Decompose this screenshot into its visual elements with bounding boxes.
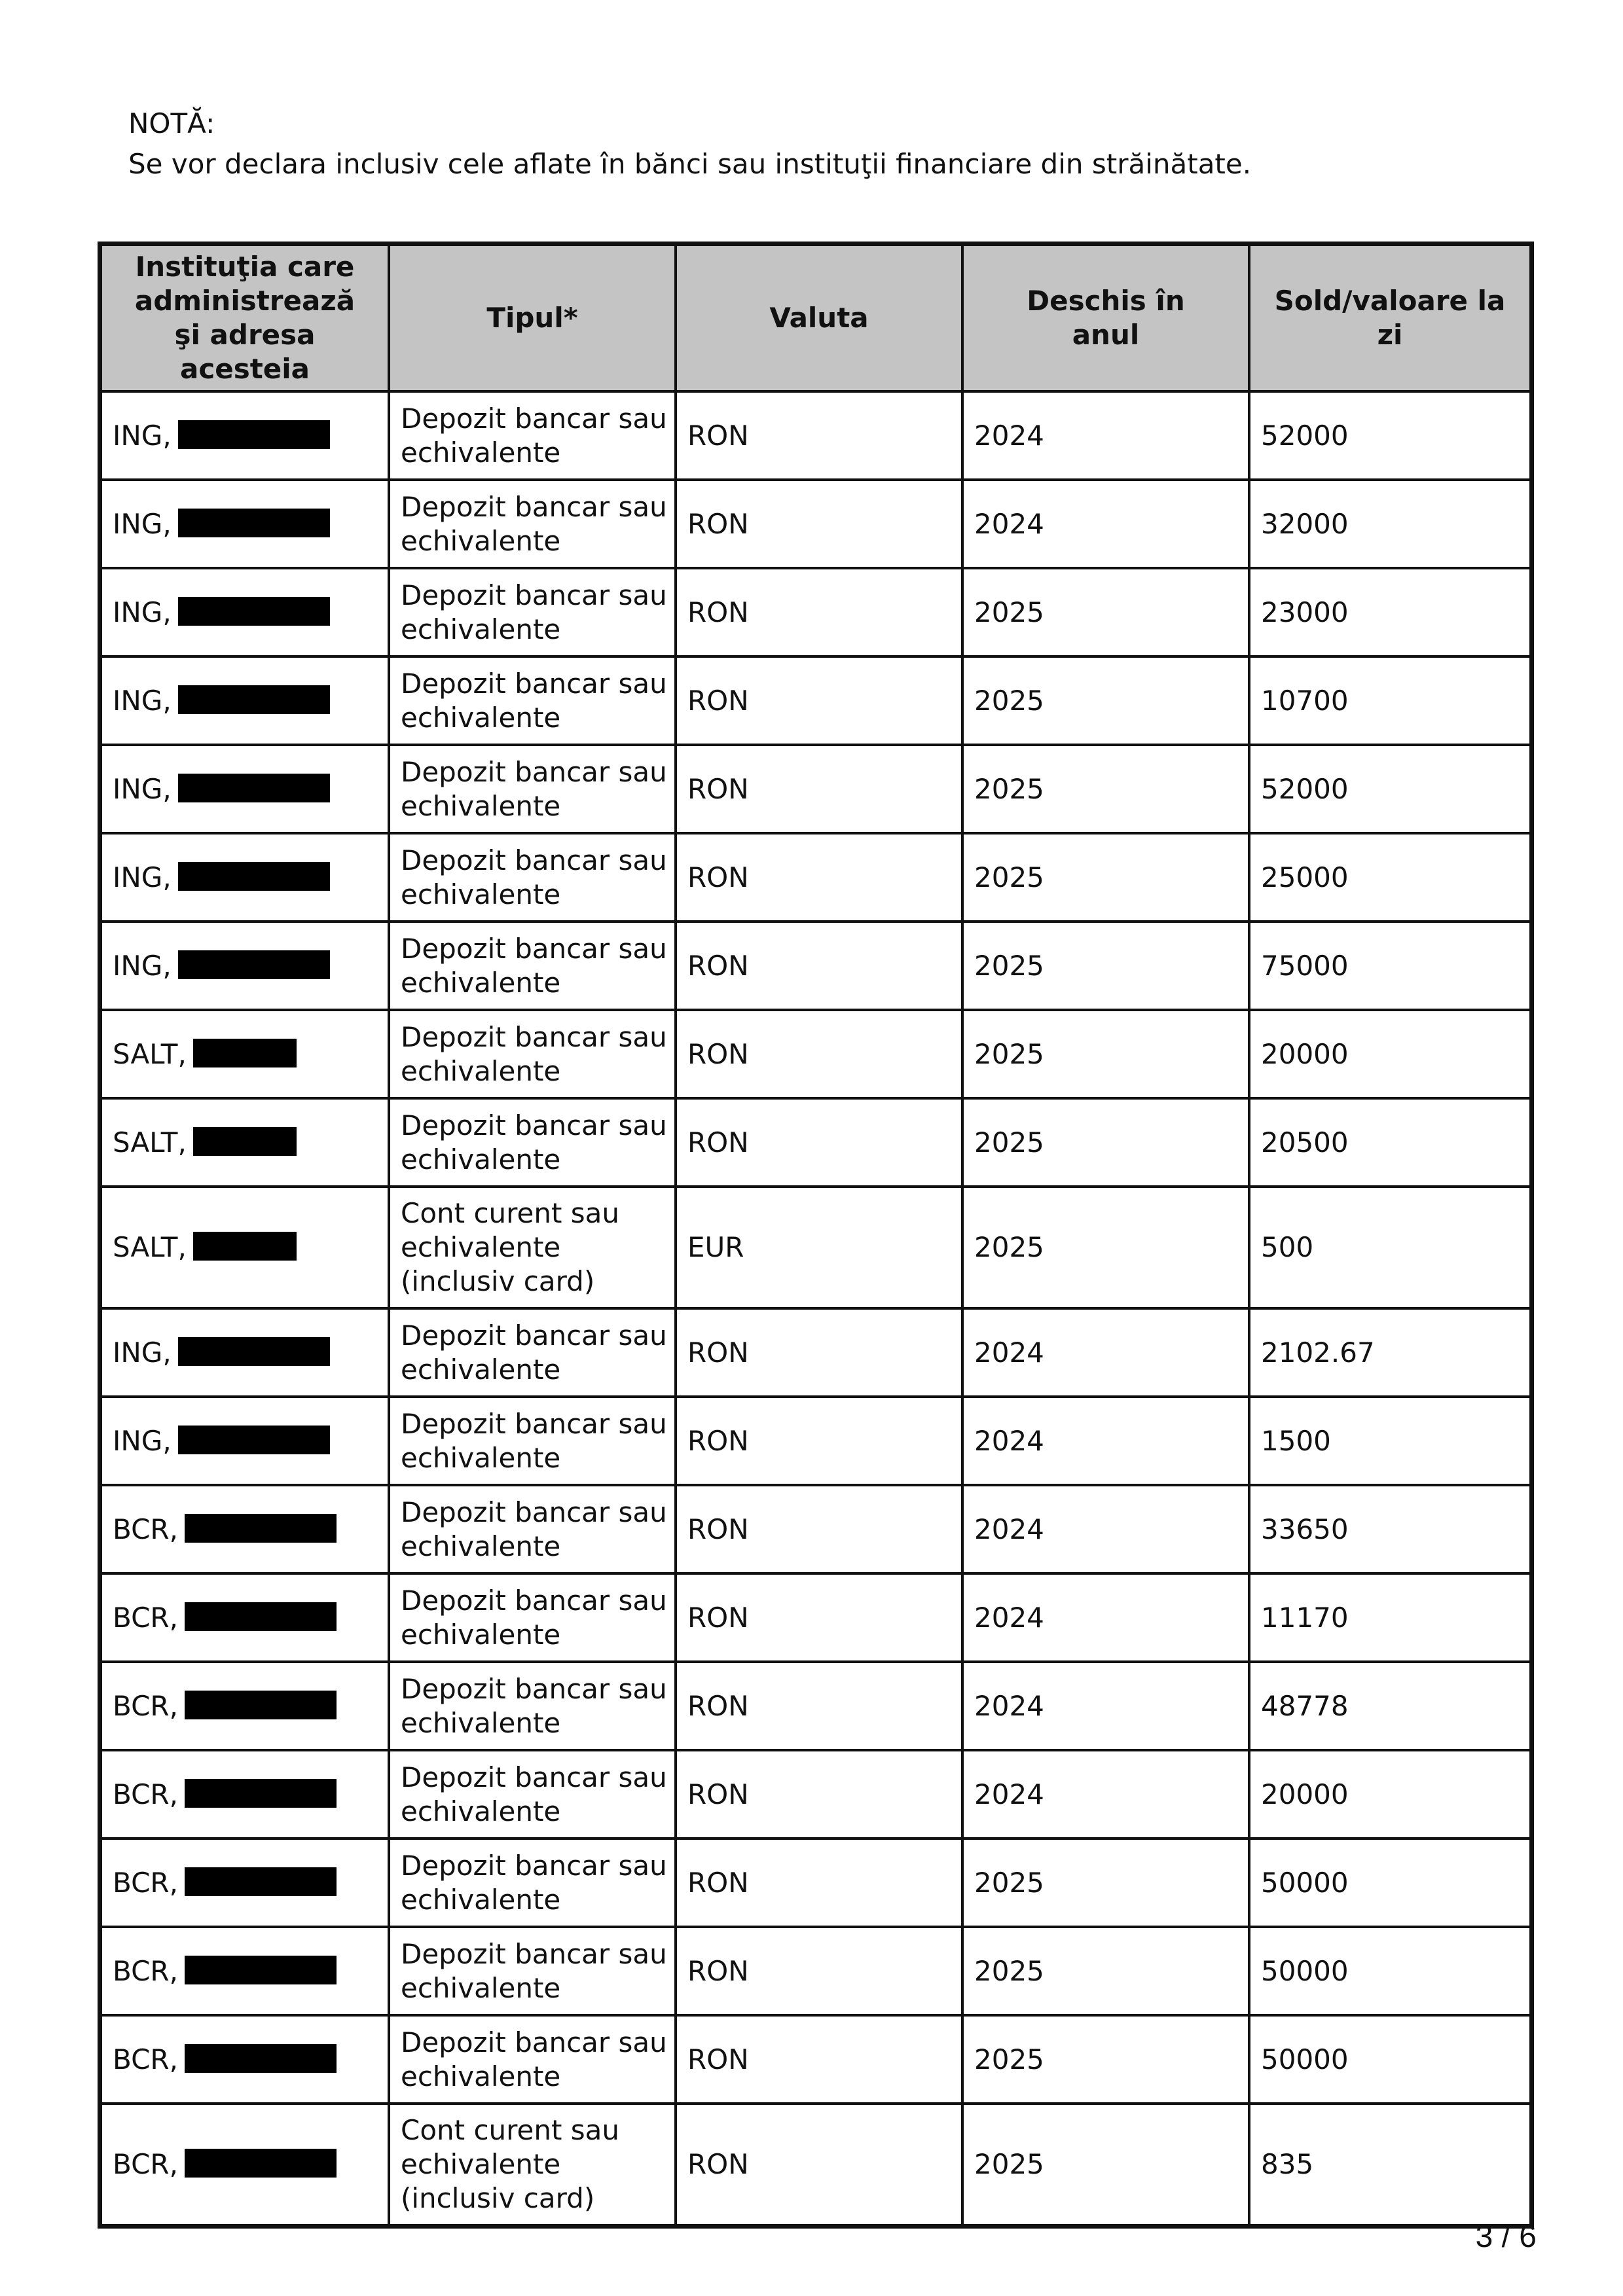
cell-type: Cont curent sau echivalente (inclusiv card) <box>389 1187 676 1308</box>
institution-name: BCR, <box>113 1689 178 1722</box>
redacted-address-block <box>178 950 330 979</box>
redacted-address-block <box>193 1039 297 1067</box>
cell-institution <box>101 745 389 833</box>
cell-balance: 50000 <box>1249 2015 1531 2104</box>
cell-institution <box>101 2104 389 2225</box>
cell-currency: RON <box>676 480 962 568</box>
cell-balance: 50000 <box>1249 1927 1531 2015</box>
header-institution: Instituţia care administrează şi adresa acesteia <box>101 245 389 391</box>
cell-year: 2024 <box>962 1308 1249 1397</box>
table-row <box>101 1927 1531 2015</box>
cell-institution <box>101 1187 389 1308</box>
redacted-address-block <box>178 509 330 537</box>
cell-type: Depozit bancar sau echivalente <box>389 1308 676 1397</box>
cell-year: 2025 <box>962 2104 1249 2225</box>
institution-name: BCR, <box>113 2043 178 2075</box>
cell-type: Depozit bancar sau echivalente <box>389 1010 676 1098</box>
institution-name: ING, <box>113 596 172 628</box>
table-row <box>101 2104 1531 2225</box>
institution-name: ING, <box>113 861 172 893</box>
cell-currency: RON <box>676 391 962 480</box>
cell-type: Depozit bancar sau echivalente <box>389 1573 676 1662</box>
cell-year: 2025 <box>962 1839 1249 1927</box>
cell-institution <box>101 1485 389 1573</box>
cell-currency: RON <box>676 745 962 833</box>
cell-type: Depozit bancar sau echivalente <box>389 1662 676 1750</box>
cell-institution <box>101 1397 389 1485</box>
redacted-address-block <box>193 1232 297 1261</box>
cell-currency: RON <box>676 1839 962 1927</box>
institution-name: ING, <box>113 1336 172 1369</box>
institution-name: ING, <box>113 507 172 540</box>
cell-institution <box>101 1308 389 1397</box>
institution-name: ING, <box>113 772 172 805</box>
cell-balance: 48778 <box>1249 1662 1531 1750</box>
cell-type: Depozit bancar sau echivalente <box>389 568 676 656</box>
cell-year: 2024 <box>962 1573 1249 1662</box>
table-row <box>101 745 1531 833</box>
cell-institution <box>101 1573 389 1662</box>
cell-year: 2025 <box>962 1187 1249 1308</box>
cell-type: Depozit bancar sau echivalente <box>389 2015 676 2104</box>
cell-type: Depozit bancar sau echivalente <box>389 833 676 922</box>
cell-year: 2025 <box>962 1927 1249 2015</box>
header-balance: Sold/valoare la zi <box>1249 245 1531 391</box>
cell-currency: RON <box>676 568 962 656</box>
cell-balance: 75000 <box>1249 922 1531 1010</box>
redacted-address-block <box>193 1127 297 1156</box>
cell-type: Depozit bancar sau echivalente <box>389 1098 676 1187</box>
cell-currency: RON <box>676 1098 962 1187</box>
table-row <box>101 656 1531 745</box>
cell-year: 2025 <box>962 745 1249 833</box>
table-row <box>101 391 1531 480</box>
accounts-table <box>98 242 1534 2229</box>
cell-type: Depozit bancar sau echivalente <box>389 1397 676 1485</box>
redacted-address-block <box>178 862 330 891</box>
institution-name: BCR, <box>113 1866 178 1899</box>
cell-currency: RON <box>676 1397 962 1485</box>
cell-institution <box>101 1927 389 2015</box>
cell-year: 2024 <box>962 1485 1249 1573</box>
institution-name: ING, <box>113 1424 172 1457</box>
cell-institution <box>101 391 389 480</box>
institution-name: SALT, <box>113 1231 187 1263</box>
cell-currency: EUR <box>676 1187 962 1308</box>
cell-currency: RON <box>676 1308 962 1397</box>
cell-year: 2025 <box>962 1010 1249 1098</box>
cell-type: Depozit bancar sau echivalente <box>389 922 676 1010</box>
cell-balance: 835 <box>1249 2104 1531 2225</box>
redacted-address-block <box>185 1779 337 1808</box>
cell-year: 2025 <box>962 1098 1249 1187</box>
redacted-address-block <box>185 1514 337 1543</box>
cell-institution <box>101 656 389 745</box>
table-body <box>101 391 1531 2225</box>
redacted-address-block <box>178 420 330 449</box>
cell-currency: RON <box>676 2015 962 2104</box>
cell-institution <box>101 1098 389 1187</box>
cell-institution <box>101 1010 389 1098</box>
cell-balance: 20000 <box>1249 1750 1531 1839</box>
cell-currency: RON <box>676 1010 962 1098</box>
cell-currency: RON <box>676 1927 962 2015</box>
cell-year: 2025 <box>962 833 1249 922</box>
table-row <box>101 1750 1531 1839</box>
cell-type: Cont curent sau echivalente (inclusiv card) <box>389 2104 676 2225</box>
note-block <box>128 103 1251 185</box>
cell-institution <box>101 833 389 922</box>
table-row <box>101 1397 1531 1485</box>
table-row <box>101 1010 1531 1098</box>
table-row <box>101 1098 1531 1187</box>
accounts-table-container <box>98 242 1534 2229</box>
institution-name: BCR, <box>113 1778 178 1810</box>
cell-balance: 10700 <box>1249 656 1531 745</box>
cell-balance: 33650 <box>1249 1485 1531 1573</box>
redacted-address-block <box>185 1691 337 1719</box>
cell-year: 2024 <box>962 1662 1249 1750</box>
institution-name: ING, <box>113 684 172 717</box>
table-row <box>101 922 1531 1010</box>
cell-institution <box>101 1750 389 1839</box>
cell-balance: 23000 <box>1249 568 1531 656</box>
institution-name: ING, <box>113 419 172 452</box>
cell-currency: RON <box>676 1573 962 1662</box>
cell-balance: 500 <box>1249 1187 1531 1308</box>
cell-balance: 11170 <box>1249 1573 1531 1662</box>
redacted-address-block <box>185 1867 337 1896</box>
redacted-address-block <box>178 597 330 626</box>
cell-balance: 52000 <box>1249 745 1531 833</box>
cell-currency: RON <box>676 1662 962 1750</box>
cell-year: 2024 <box>962 391 1249 480</box>
table-row <box>101 1573 1531 1662</box>
redacted-address-block <box>178 685 330 714</box>
cell-type: Depozit bancar sau echivalente <box>389 1839 676 1927</box>
cell-balance: 2102.67 <box>1249 1308 1531 1397</box>
institution-name: ING, <box>113 949 172 982</box>
institution-name: BCR, <box>113 1513 178 1545</box>
cell-balance: 50000 <box>1249 1839 1531 1927</box>
institution-name: SALT, <box>113 1037 187 1070</box>
cell-institution <box>101 568 389 656</box>
cell-year: 2024 <box>962 1750 1249 1839</box>
cell-type: Depozit bancar sau echivalente <box>389 391 676 480</box>
note-text: Se vor declara inclusiv cele aflate în bănci sau instituţii financiare din străinătate. <box>128 148 1252 180</box>
table-row <box>101 1187 1531 1308</box>
redacted-address-block <box>185 1956 337 1984</box>
cell-institution <box>101 480 389 568</box>
cell-year: 2024 <box>962 1397 1249 1485</box>
cell-year: 2025 <box>962 2015 1249 2104</box>
institution-name: SALT, <box>113 1126 187 1158</box>
cell-type: Depozit bancar sau echivalente <box>389 480 676 568</box>
cell-institution <box>101 1839 389 1927</box>
institution-name: BCR, <box>113 2148 178 2180</box>
redacted-address-block <box>185 2149 337 2178</box>
cell-balance: 20500 <box>1249 1098 1531 1187</box>
cell-institution <box>101 922 389 1010</box>
institution-name: BCR, <box>113 1954 178 1987</box>
header-year: Deschis în anul <box>962 245 1249 391</box>
header-type: Tipul* <box>389 245 676 391</box>
cell-year: 2025 <box>962 568 1249 656</box>
table-row <box>101 2015 1531 2104</box>
table-row <box>101 568 1531 656</box>
cell-currency: RON <box>676 833 962 922</box>
cell-balance: 32000 <box>1249 480 1531 568</box>
cell-institution <box>101 1662 389 1750</box>
cell-type: Depozit bancar sau echivalente <box>389 1485 676 1573</box>
table-row <box>101 1839 1531 1927</box>
redacted-address-block <box>178 1426 330 1454</box>
note-title: NOTĂ: <box>128 107 215 139</box>
cell-year: 2025 <box>962 922 1249 1010</box>
header-currency: Valuta <box>676 245 962 391</box>
table-header-row <box>101 245 1531 391</box>
institution-name: BCR, <box>113 1601 178 1634</box>
cell-currency: RON <box>676 1750 962 1839</box>
redacted-address-block <box>178 1337 330 1366</box>
table-row <box>101 1308 1531 1397</box>
redacted-address-block <box>185 2044 337 2073</box>
table-row <box>101 1485 1531 1573</box>
table-row <box>101 833 1531 922</box>
cell-currency: RON <box>676 1485 962 1573</box>
cell-currency: RON <box>676 922 962 1010</box>
cell-balance: 52000 <box>1249 391 1531 480</box>
table-row <box>101 1662 1531 1750</box>
cell-type: Depozit bancar sau echivalente <box>389 745 676 833</box>
cell-type: Depozit bancar sau echivalente <box>389 1927 676 2015</box>
cell-type: Depozit bancar sau echivalente <box>389 656 676 745</box>
redacted-address-block <box>178 774 330 802</box>
cell-institution <box>101 2015 389 2104</box>
cell-balance: 1500 <box>1249 1397 1531 1485</box>
cell-year: 2024 <box>962 480 1249 568</box>
cell-currency: RON <box>676 2104 962 2225</box>
table-row <box>101 480 1531 568</box>
cell-type: Depozit bancar sau echivalente <box>389 1750 676 1839</box>
cell-balance: 20000 <box>1249 1010 1531 1098</box>
cell-balance: 25000 <box>1249 833 1531 922</box>
cell-year: 2025 <box>962 656 1249 745</box>
redacted-address-block <box>185 1602 337 1631</box>
cell-currency: RON <box>676 656 962 745</box>
page-number: 3 / 6 <box>1475 2219 1537 2254</box>
